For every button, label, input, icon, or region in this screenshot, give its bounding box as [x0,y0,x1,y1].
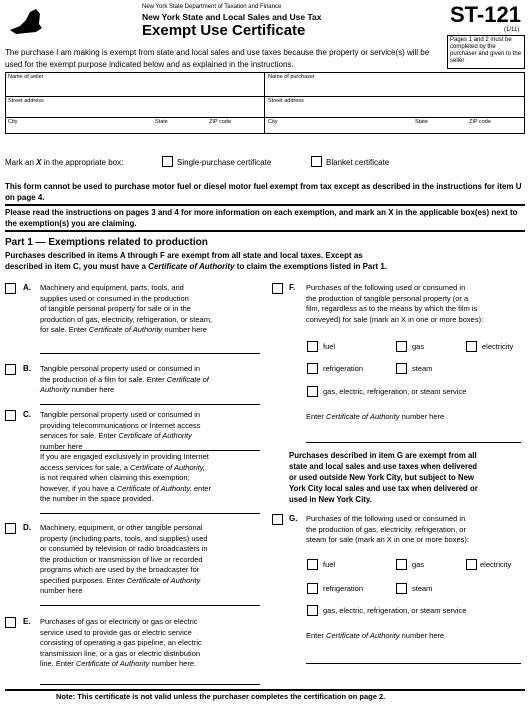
intro-text: The purchase I am making is exempt from state and local sales and use taxes because the property or service(s) will be used for the exempt purpose indicated below and as explained in the instructions. [5,48,430,69]
item-f-gas-checkbox[interactable] [396,341,407,352]
item-a-number-line[interactable] [40,353,260,354]
dept-name: New York State Department of Taxation and Finance [142,4,282,10]
single-purchase-label: Single-purchase certificate [177,158,272,167]
purchaser-zip-field[interactable]: ZIP code [469,119,491,125]
item-g-number-line[interactable] [306,663,521,664]
item-d-checkbox[interactable] [5,523,16,534]
item-g-intro: Purchases described in item G are exempt from all state and local sales and use taxes when delivered or used outside New York City, but subject to New York City local sales and use tax when delivered or used in New York City. [289,451,478,504]
item-a-letter: A. [23,283,31,292]
mark-instruction: Mark an X in the appropriate box: [5,158,124,167]
item-d-letter: D. [23,523,31,532]
item-g-enter: Enter Certificate of Authority number here [306,631,445,640]
item-a-text: Machinery and equipment, parts, tools, and supplies used or consumed in the production of tangible personal property for sale or in the production of gas, electricity, refrigeration, or steam, for sale. Enter Certificate of Authority number here [40,283,213,334]
item-b-number-line[interactable] [40,404,260,405]
purchaser-name-field[interactable]: Name of purchaser [268,74,315,80]
item-g-electricity-checkbox[interactable] [466,559,477,570]
form-subtitle: New York State and Local Sales and Use Tax [142,12,322,22]
completion-note: Pages 1 and 2 must be completed by the purchaser and given to the seller [447,35,525,69]
item-f-fuel-label: fuel [323,342,336,351]
page-title: Exempt Use Certificate [142,22,306,39]
single-purchase-checkbox[interactable] [162,156,173,167]
item-e-letter: E. [23,617,31,626]
item-f-checkbox[interactable] [272,283,283,294]
item-f-service-checkbox[interactable] [307,386,318,397]
item-g-refrigeration-label: refrigeration [323,584,364,593]
purchaser-state-field[interactable]: State [415,119,428,125]
part1-title: Part 1 — Exemptions related to production [5,237,208,248]
item-g-text: Purchases of the following used or consumed in the production of gas, electricity, refrigeration, or steam for sale (mark an X in one or more boxes): [306,514,469,544]
item-g-gas-checkbox[interactable] [396,559,407,570]
item-g-fuel-label: fuel [323,560,336,569]
seller-zip-field[interactable]: ZIP code [209,119,231,125]
item-f-refrigeration-checkbox[interactable] [307,363,318,374]
blanket-checkbox[interactable] [311,156,322,167]
item-d-text: Machinery, equipment, or other tangible personal property (including parts, tools, and supplies) used or consumed by television or radio broadcasters in the production or transmission of live or recorded programs which are used by the broadcaster for specified purposes. Enter Certificate of Authority number here [40,523,208,595]
seller-street-field[interactable]: Street address [8,98,44,104]
item-c-number-line-2[interactable] [40,513,260,514]
item-f-steam-label: steam [412,364,433,373]
item-d-number-line[interactable] [40,605,260,606]
item-f-text: Purchases of the following used or consumed in the production of tangible personal property (or a film, regardless as to the means by which the film is conveyed) for sale (mark an X in one or more boxes): [306,283,484,324]
item-b-letter: B. [23,364,31,373]
fuel-warning: This form cannot be used to purchase motor fuel or diesel motor fuel exempt from tax except as described in the instructions for item U on page 4. [5,182,522,202]
item-f-service-label: gas, electric, refrigeration, or steam service [323,387,467,396]
item-f-gas-label: gas [412,342,425,351]
purchaser-city-field[interactable]: City [268,119,278,125]
purchaser-street-field[interactable]: Street address [268,98,304,104]
address-grid [5,72,525,134]
item-e-number-line[interactable] [40,684,260,685]
item-c-letter: C. [23,410,31,419]
item-b-checkbox[interactable] [5,364,16,375]
seller-city-field[interactable]: City [8,119,18,125]
item-e-text: Purchases of gas or electricity or gas or electric service used to provide gas or electric service consisting of operating a gas pipeline, an electric transmission line, or a gas or electric distribution line. Enter Certificate of Authority number here. [40,617,202,668]
item-f-refrigeration-label: refrigeration [323,364,364,373]
item-g-steam-checkbox[interactable] [396,583,407,594]
ny-state-logo [6,6,46,36]
item-g-service-checkbox[interactable] [307,605,318,616]
instructions-note: Please read the instructions on pages 3 and 4 for more information on each exemption, and mark an X in the applicable box(es) next to the exemption(s) you are claiming. [5,208,518,228]
item-c-text: Tangible personal property used or consumed in providing telecommunications or Internet access services for sale. Enter Certificate of Authority number here If you are engaged exclusively in providing Internet access services for sale, a Certificate of Authority, is not required when claiming this exemption; however, if you have a Certificate of Authority, enter the number in the space provided. [40,410,211,503]
seller-state-field[interactable]: State [155,119,168,125]
item-c-number-line[interactable] [40,450,260,451]
item-g-service-label: gas, electric, refrigeration, or steam service [323,606,467,615]
item-g-refrigeration-checkbox[interactable] [307,583,318,594]
item-c-checkbox[interactable] [5,410,16,421]
item-g-gas-label: gas [412,560,425,569]
item-g-steam-label: steam [412,584,433,593]
item-f-number-line[interactable] [306,442,521,443]
revision: (1/11) [504,27,520,33]
item-f-enter: Enter Certificate of Authority number here [306,412,445,421]
item-f-letter: F. [289,283,296,292]
item-a-checkbox[interactable] [5,283,16,294]
item-b-text: Tangible personal property used or consumed in the production of a film for sale. Enter Certificate of Authority number here [40,364,209,394]
item-f-electricity-label: electricity [482,342,514,351]
item-f-fuel-checkbox[interactable] [307,341,318,352]
part1-intro: Purchases described in items A through F are exempt from all state and local taxes. Except as described in item C, you must have a Certificate of Authority to claim the exemptions listed in Part 1. [5,251,388,271]
footer-note: Note: This certificate is not valid unless the purchaser completes the certification on page 2. [56,692,386,701]
seller-name-field[interactable]: Name of seller [8,74,44,80]
item-g-checkbox[interactable] [272,514,283,525]
item-g-electricity-label: electricity [480,560,512,569]
item-e-checkbox[interactable] [5,617,16,628]
item-f-steam-checkbox[interactable] [396,363,407,374]
blanket-label: Blanket certificate [326,158,390,167]
item-g-letter: G. [289,514,298,523]
form-number: ST-121 [450,2,521,27]
item-g-fuel-checkbox[interactable] [307,559,318,570]
item-f-electricity-checkbox[interactable] [466,341,477,352]
